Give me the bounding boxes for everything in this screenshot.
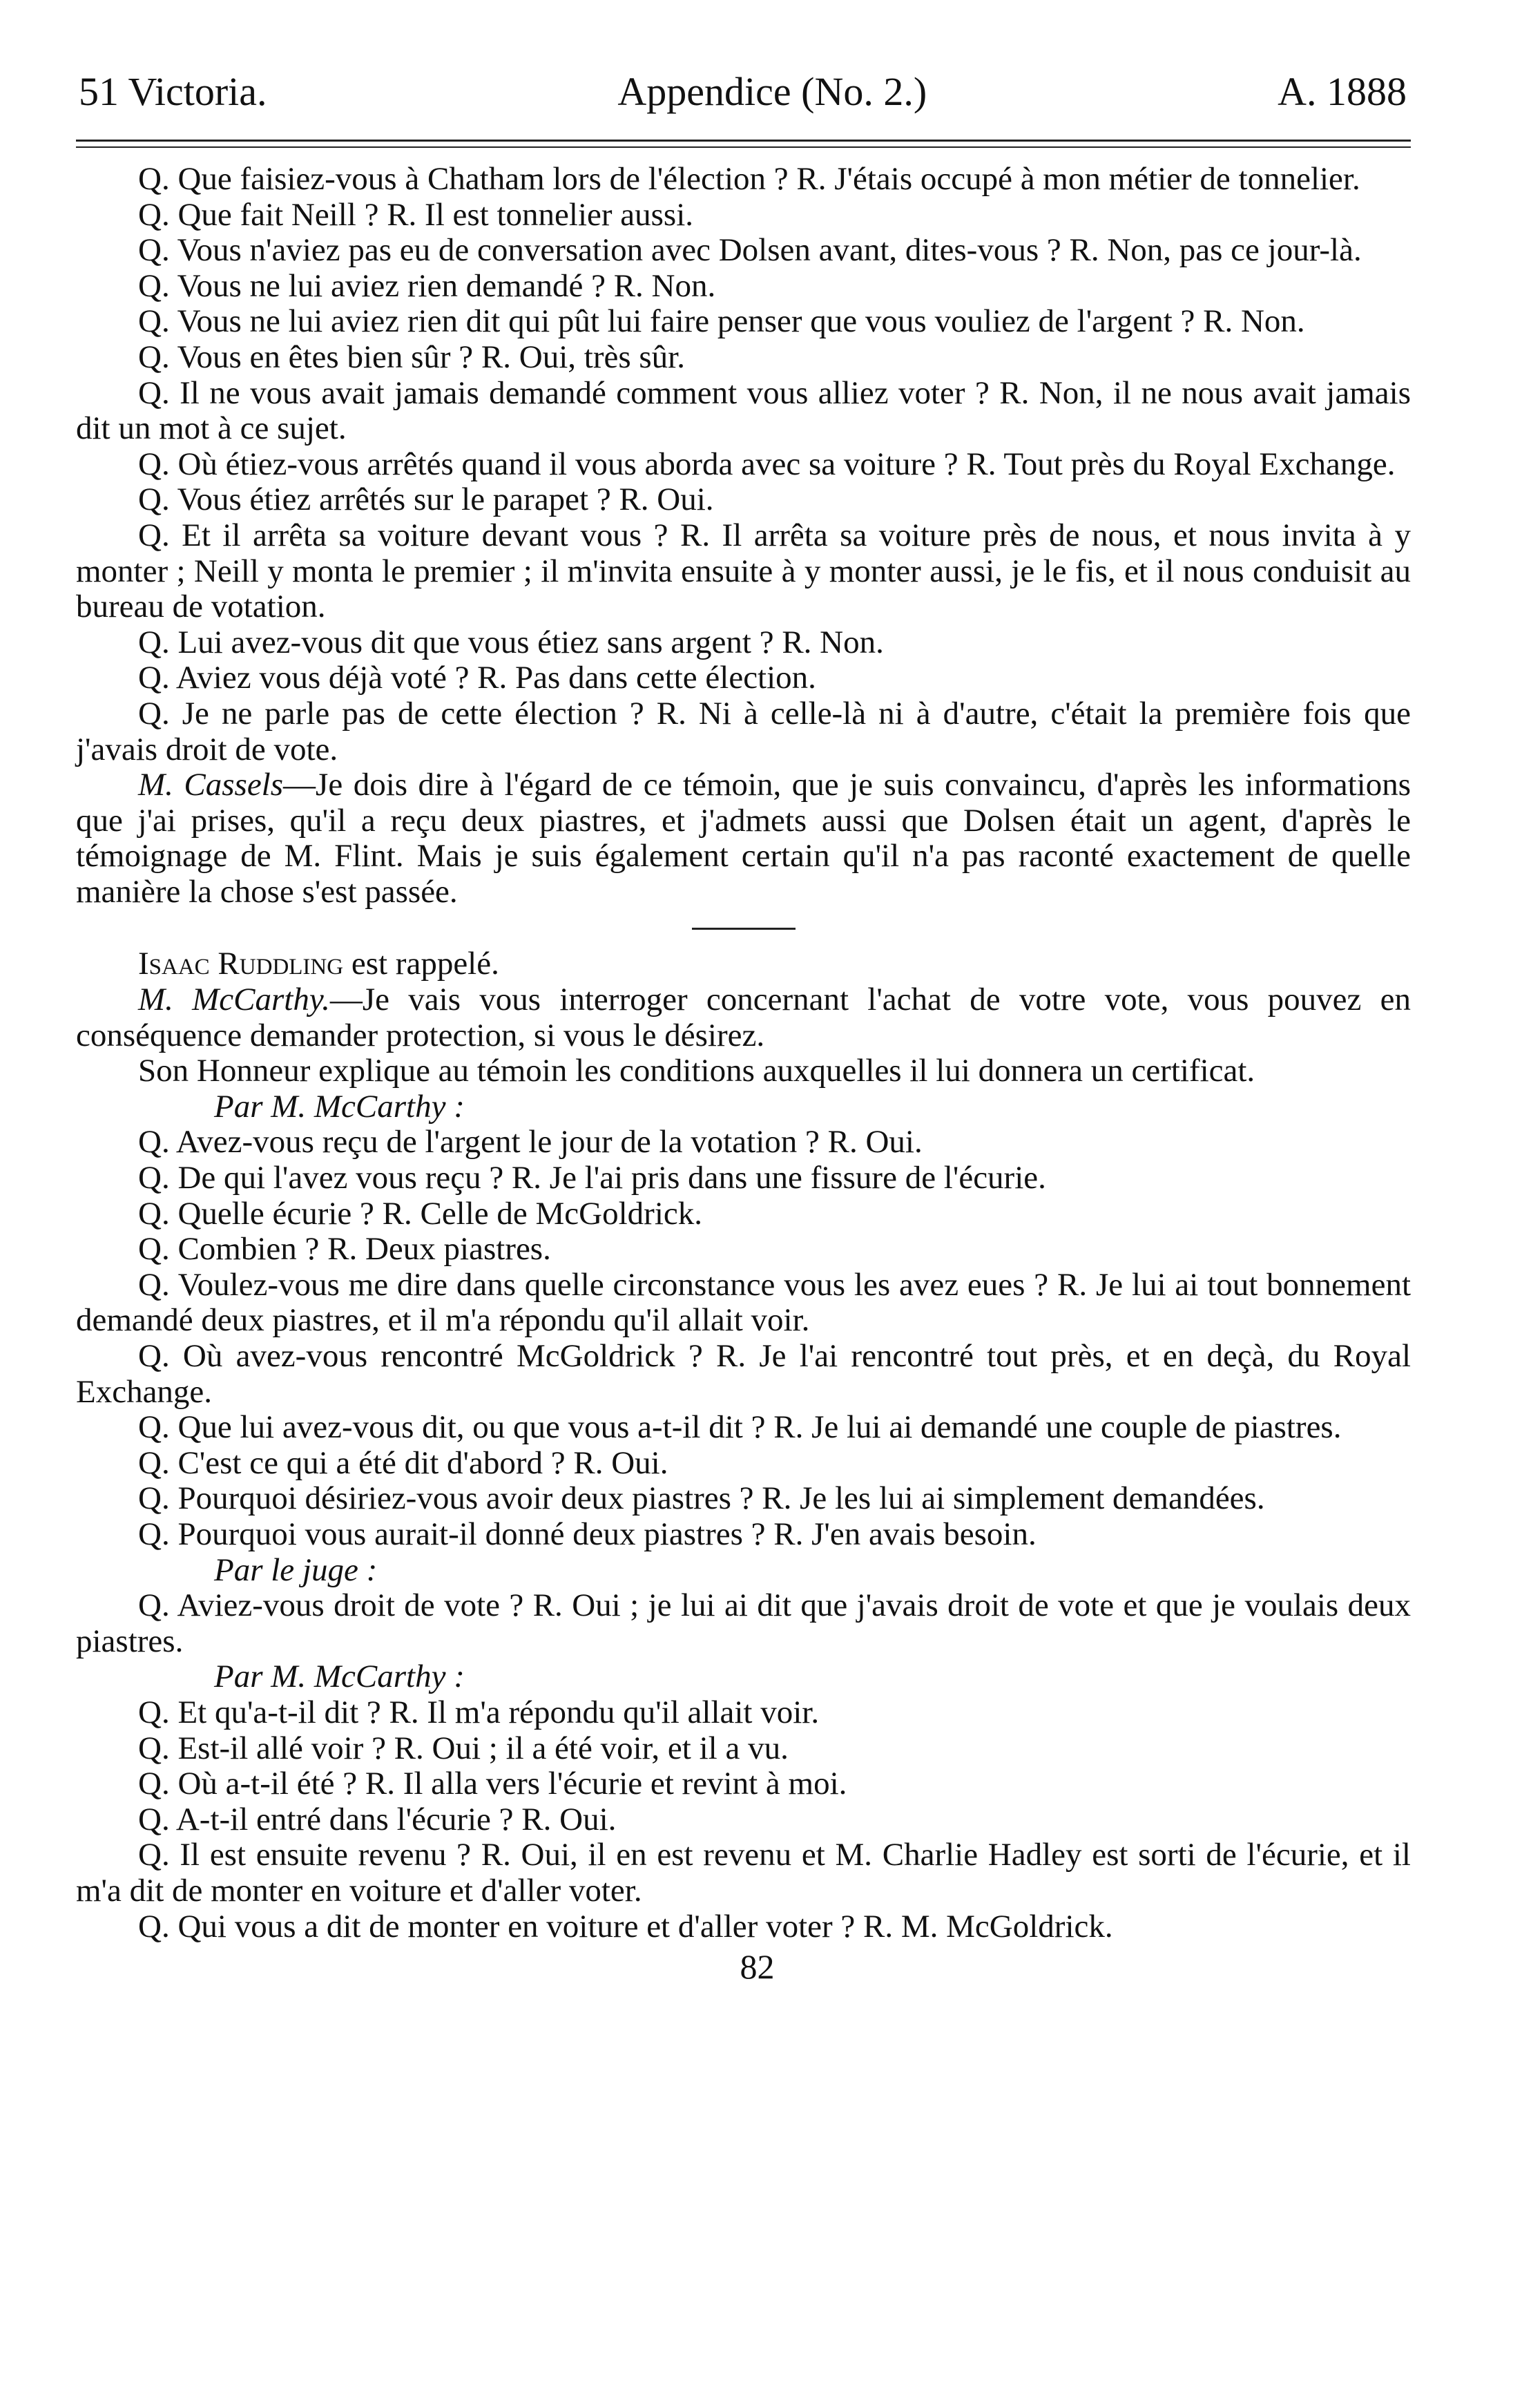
qa-paragraph: Q. Pourquoi désiriez-vous avoir deux piastres ? R. Je les lui ai simplement demandées. xyxy=(138,1480,1265,1517)
qa-paragraph: Q. Est-il allé voir ? R. Oui ; il a été voir, et il a vu. xyxy=(138,1730,789,1766)
statement-honneur: Son Honneur explique au témoin les conditions auxquelles il lui donnera un certificat. xyxy=(138,1053,1255,1089)
qa-paragraph: Q. Vous en êtes bien sûr ? R. Oui, très sûr. xyxy=(138,338,685,375)
examiner-heading: Par M. McCarthy : xyxy=(214,1659,465,1695)
speaker-name: M. McCarthy. xyxy=(138,982,330,1018)
qa-paragraph: Q. Aviez-vous droit de vote ? R. Oui ; je lui ai dit que j'avais droit de vote et que je voulais deux piastres. xyxy=(76,1587,1411,1659)
qa-paragraph: Q. Vous n'aviez pas eu de conversation avec Dolsen avant, dites-vous ? R. Non, pas ce jour-là. xyxy=(138,232,1362,269)
qa-paragraph: Q. Je ne parle pas de cette élection ? R. Ni à celle-là ni à d'autre, c'était la première fois que j'avais droit de vote. xyxy=(76,695,1411,767)
document-body xyxy=(76,162,1411,1944)
running-header xyxy=(76,68,1411,116)
qa-paragraph: Q. C'est ce qui a été dit d'abord ? R. Oui. xyxy=(138,1444,668,1481)
speaker-name: M. Cassels xyxy=(138,767,284,803)
qa-paragraph: Q. Et il arrêta sa voiture devant vous ? R. Il arrêta sa voiture près de nous, et nous invita à y monter ; Neill y monta le premier ; il m'invita ensuite à y monter aussi, je le fis, et il nous conduisit au bureau de votation. xyxy=(76,517,1411,625)
qa-paragraph: Q. Où avez-vous rencontré McGoldrick ? R. Je l'ai rencontré tout près, et en deçà, du Royal Exchange. xyxy=(76,1338,1411,1410)
qa-paragraph: Q. Que lui avez-vous dit, ou que vous a-t-il dit ? R. Je lui ai demandé une couple de piastres. xyxy=(138,1409,1342,1446)
qa-paragraph: Q. Où étiez-vous arrêtés quand il vous aborda avec sa voiture ? R. Tout près du Royal Exchange. xyxy=(138,446,1396,482)
qa-paragraph: Q. A-t-il entré dans l'écurie ? R. Oui. xyxy=(138,1801,617,1837)
statement-cassels xyxy=(76,767,1411,910)
qa-paragraph: Q. Pourquoi vous aurait-il donné deux piastres ? R. J'en avais besoin. xyxy=(138,1516,1037,1552)
qa-paragraph: Q. Que faisiez-vous à Chatham lors de l'élection ? R. J'étais occupé à mon métier de tonnelier. xyxy=(138,161,1360,197)
qa-paragraph: Q. De qui l'avez vous reçu ? R. Je l'ai pris dans une fissure de l'écurie. xyxy=(138,1160,1046,1196)
qa-paragraph: Q. Qui vous a dit de monter en voiture et d'aller voter ? R. M. McGoldrick. xyxy=(138,1908,1113,1944)
qa-paragraph: Q. Quelle écurie ? R. Celle de McGoldrick. xyxy=(138,1195,702,1232)
header-rule-bottom xyxy=(76,146,1411,148)
qa-paragraph: Q. Et qu'a-t-il dit ? R. Il m'a répondu qu'il allait voir. xyxy=(138,1694,820,1730)
header-right: A. 1888 xyxy=(1278,69,1407,114)
header-rule-top xyxy=(76,140,1411,142)
qa-paragraph: Q. Voulez-vous me dire dans quelle circonstance vous les avez eues ? R. Je lui ai tout bonnement demandé deux piastres, et il m'a répondu qu'il allait voir. xyxy=(76,1266,1411,1339)
qa-paragraph: Q. Vous ne lui aviez rien demandé ? R. Non. xyxy=(138,267,716,304)
header-center: Appendice (No. 2.) xyxy=(617,69,927,114)
page-number: 82 xyxy=(740,1947,775,1987)
statement-text: —Je vais vous interroger concernant l'achat de votre vote, vous pouvez en conséquence demander protection, si vous le désirez. xyxy=(76,982,1411,1053)
qa-paragraph: Q. Vous étiez arrêtés sur le parapet ? R. Oui. xyxy=(138,481,714,518)
statement-text: —Je dois dire à l'égard de ce témoin, que je suis convaincu, d'après les informations que j'ai prises, qu'il a reçu deux piastres, et j'admets aussi que Dolsen était un agent, d'après le témoignage de M. Flint. Mais je suis également certain qu'il n'a pas raconté exactement de quelle manière la chose s'est passée. xyxy=(76,767,1411,910)
examiner-heading: Par M. McCarthy : xyxy=(214,1088,465,1125)
witness-recall xyxy=(76,946,1411,982)
qa-paragraph: Q. Avez-vous reçu de l'argent le jour de la votation ? R. Oui. xyxy=(138,1124,923,1160)
qa-paragraph: Q. Il est ensuite revenu ? R. Oui, il en est revenu et M. Charlie Hadley est sorti de l'écurie, et il m'a dit de monter en voiture et d'aller voter. xyxy=(76,1837,1411,1909)
section-separator xyxy=(692,928,796,930)
qa-paragraph: Q. Lui avez-vous dit que vous étiez sans argent ? R. Non. xyxy=(138,624,884,660)
examiner-heading: Par le juge : xyxy=(214,1551,378,1588)
header-double-rule xyxy=(76,140,1411,148)
statement-mccarthy xyxy=(76,982,1411,1053)
qa-paragraph: Q. Combien ? R. Deux piastres. xyxy=(138,1231,551,1268)
qa-paragraph: Q. Aviez vous déjà voté ? R. Pas dans cette élection. xyxy=(138,660,816,696)
witness-name: Isaac Ruddling xyxy=(138,946,344,982)
qa-paragraph: Q. Où a-t-il été ? R. Il alla vers l'écurie et revint à moi. xyxy=(138,1766,847,1802)
header-left: 51 Victoria. xyxy=(79,69,267,114)
recall-text: est rappelé. xyxy=(343,946,499,982)
qa-paragraph: Q. Que fait Neill ? R. Il est tonnelier aussi. xyxy=(138,196,694,233)
qa-paragraph: Q. Vous ne lui aviez rien dit qui pût lui faire penser que vous vouliez de l'argent ? R. Non. xyxy=(138,303,1305,340)
qa-paragraph: Q. Il ne vous avait jamais demandé comment vous alliez voter ? R. Non, il ne nous avait jamais dit un mot à ce sujet. xyxy=(76,374,1411,447)
